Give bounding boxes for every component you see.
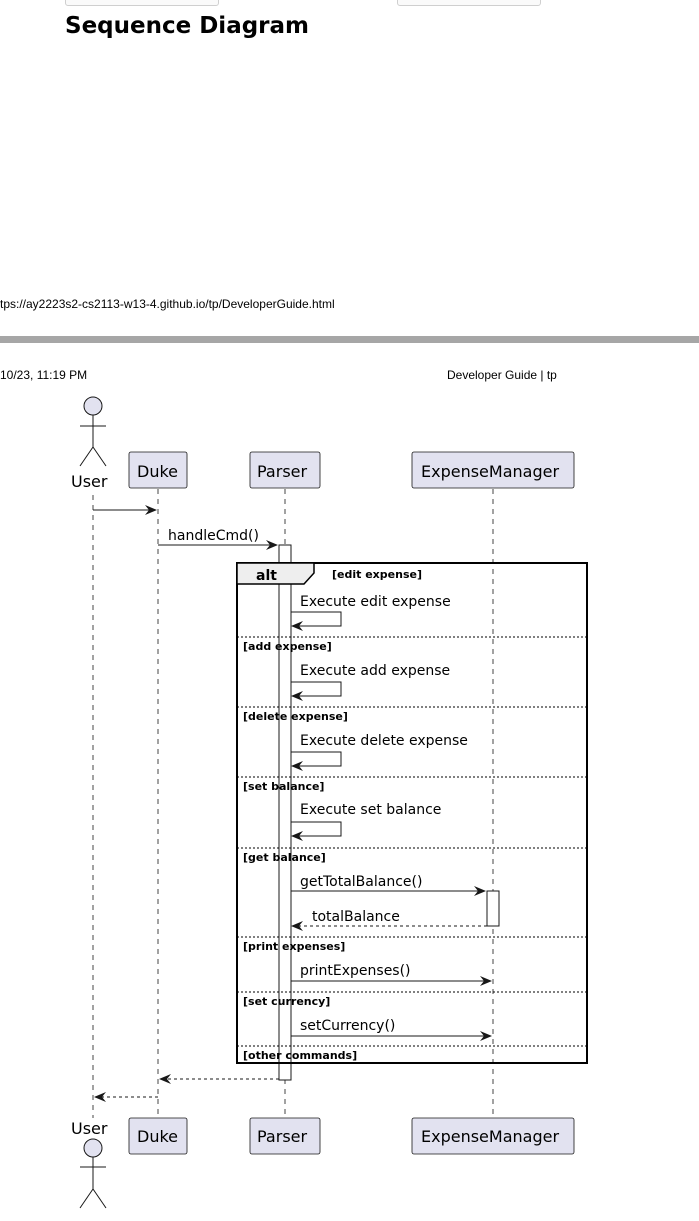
alt-guard-add-expense: [add expense] bbox=[243, 640, 332, 653]
message-total-balance-label: totalBalance bbox=[312, 909, 400, 925]
alt-guard-edit-expense: [edit expense] bbox=[332, 568, 422, 581]
self-message-delete bbox=[291, 752, 341, 766]
page-heading: Sequence Diagram bbox=[65, 13, 310, 39]
message-print-expenses-label: printExpenses() bbox=[300, 963, 411, 979]
alt-label: alt bbox=[256, 568, 277, 584]
url-footer: tps://ay2223s2-cs2113-w13-4.github.io/tp/DeveloperGuide.html bbox=[0, 297, 335, 311]
participant-expense-manager-label-top: ExpenseManager bbox=[421, 462, 560, 481]
actor-user-bottom bbox=[80, 1139, 106, 1208]
message-exec-edit-label: Execute edit expense bbox=[300, 594, 451, 610]
participant-duke-label-bottom: Duke bbox=[137, 1127, 178, 1146]
alt-guard-set-balance: [set balance] bbox=[243, 780, 325, 793]
participant-user-label-bottom: User bbox=[71, 1119, 108, 1138]
alt-guard-print-expenses: [print expenses] bbox=[243, 940, 346, 953]
participant-user-label-top: User bbox=[71, 472, 108, 491]
alt-guard-set-currency: [set currency] bbox=[243, 995, 331, 1008]
title-header: Developer Guide | tp bbox=[447, 368, 557, 382]
message-get-total-balance-label: getTotalBalance() bbox=[300, 874, 423, 890]
alt-guard-get-balance: [get balance] bbox=[243, 851, 326, 864]
date-header: 10/23, 11:19 PM bbox=[0, 368, 88, 382]
self-message-set-balance bbox=[291, 822, 341, 836]
message-exec-add-label: Execute add expense bbox=[300, 663, 451, 679]
message-exec-set-balance-label: Execute set balance bbox=[300, 802, 442, 818]
message-handlecmd-label: handleCmd() bbox=[168, 528, 259, 544]
participant-parser-label-top: Parser bbox=[257, 462, 308, 481]
participant-duke-label-top: Duke bbox=[137, 462, 178, 481]
participant-expense-manager-label-bottom: ExpenseManager bbox=[421, 1127, 560, 1146]
activation-expense-manager bbox=[487, 891, 499, 926]
actor-user-top bbox=[80, 397, 106, 466]
self-message-add bbox=[291, 682, 341, 696]
alt-guard-delete-expense: [delete expense] bbox=[243, 710, 348, 723]
alt-guard-other-commands: [other commands] bbox=[243, 1049, 358, 1062]
message-set-currency-label: setCurrency() bbox=[300, 1018, 396, 1034]
message-exec-delete-label: Execute delete expense bbox=[300, 733, 468, 749]
self-message-edit bbox=[291, 612, 341, 626]
participant-parser-label-bottom: Parser bbox=[257, 1127, 308, 1146]
